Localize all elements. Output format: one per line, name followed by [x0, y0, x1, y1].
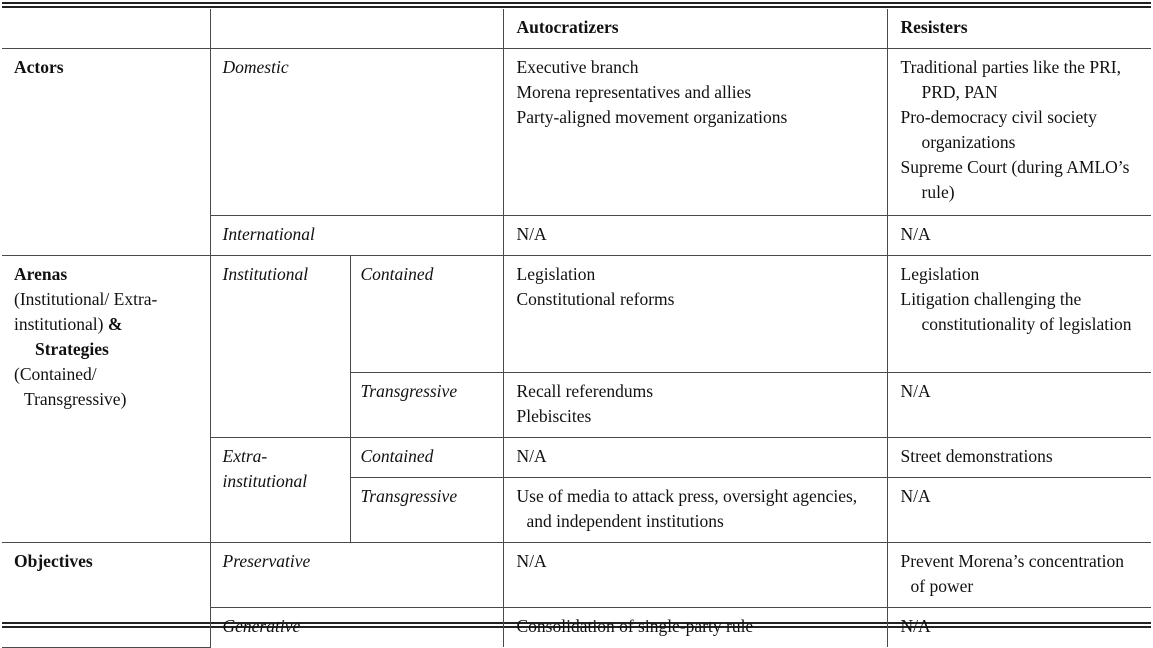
arenas-sublabel: (Institutional/ Extra-institutional) — [14, 289, 158, 334]
institutional-label: Institutional — [210, 256, 350, 438]
institutional-contained-autocratizers — [503, 256, 887, 373]
header-blank-cell — [2, 9, 210, 49]
list-item: Traditional parties like the PRI, PRD, PAN — [900, 57, 1122, 102]
list-item: Party-aligned movement organizations — [516, 107, 788, 127]
institutional-transgressive-label: Transgressive — [350, 373, 503, 438]
institutional-contained-label: Contained — [350, 256, 503, 373]
extra-institutional-label: Extra-institutional — [210, 438, 350, 543]
generative-resisters: N/A — [887, 608, 1151, 648]
extra-contained-label: Contained — [350, 438, 503, 478]
generative-autocratizers: Consolidation of single-party rule — [503, 608, 887, 648]
list-item: Executive branch — [516, 57, 639, 77]
domestic-label: Domestic — [210, 49, 503, 216]
list-item: Morena representatives and allies — [516, 82, 752, 102]
preservative-resisters-cell — [887, 543, 1151, 608]
header-autocratizers: Autocratizers — [503, 9, 887, 49]
header-row — [2, 9, 1151, 49]
list-item: Litigation challenging the constitutionality of legislation — [900, 289, 1132, 334]
strategies-sublabel: (Contained/ Transgressive) — [14, 364, 127, 409]
generative-label: Generative — [210, 608, 503, 648]
list-item: Use of media to attack press, oversight agencies, and independent institutions — [516, 486, 858, 531]
institutional-contained-resisters — [887, 256, 1151, 373]
arenas-ampersand: & — [107, 314, 123, 334]
arenas-label: Arenas — [14, 264, 68, 284]
international-autocratizers: N/A — [503, 216, 887, 256]
list-item: Constitutional reforms — [516, 289, 675, 309]
list-item: Supreme Court (during AMLO’s rule) — [900, 157, 1130, 202]
preservative-label: Preservative — [210, 543, 503, 608]
extra-contained-autocratizers: N/A — [503, 438, 887, 478]
row-header-objectives: Objectives — [2, 543, 210, 648]
framework-table — [2, 9, 1151, 648]
header-resisters: Resisters — [887, 9, 1151, 49]
institutional-contained-row — [2, 256, 1151, 373]
preservative-autocratizers: N/A — [503, 543, 887, 608]
strategies-label: Strategies — [35, 339, 109, 359]
list-item: Plebiscites — [516, 406, 592, 426]
header-blank-cell-2 — [210, 9, 503, 49]
objectives-preservative-row — [2, 543, 1151, 608]
row-header-actors: Actors — [2, 49, 210, 256]
row-header-arenas-strategies — [2, 256, 210, 543]
extra-transgressive-resisters: N/A — [887, 478, 1151, 543]
institutional-transgressive-autocratizers — [503, 373, 887, 438]
actors-domestic-row — [2, 49, 1151, 216]
extra-contained-resisters: Street demonstrations — [887, 438, 1151, 478]
top-rule-1 — [2, 2, 1151, 4]
list-item: Recall referendums — [516, 381, 654, 401]
domestic-resisters-cell — [887, 49, 1151, 216]
list-item: Legislation — [516, 264, 596, 284]
institutional-transgressive-resisters: N/A — [887, 373, 1151, 438]
extra-transgressive-label: Transgressive — [350, 478, 503, 543]
list-item: Legislation — [900, 264, 980, 284]
international-resisters: N/A — [887, 216, 1151, 256]
list-item: Pro-democracy civil society organizations — [900, 107, 1097, 152]
international-label: International — [210, 216, 503, 256]
top-rule-2 — [2, 6, 1151, 8]
domestic-autocratizers-cell — [503, 49, 887, 216]
list-item: Prevent Morena’s concentration of power — [900, 551, 1125, 596]
extra-transgressive-autocratizers — [503, 478, 887, 543]
